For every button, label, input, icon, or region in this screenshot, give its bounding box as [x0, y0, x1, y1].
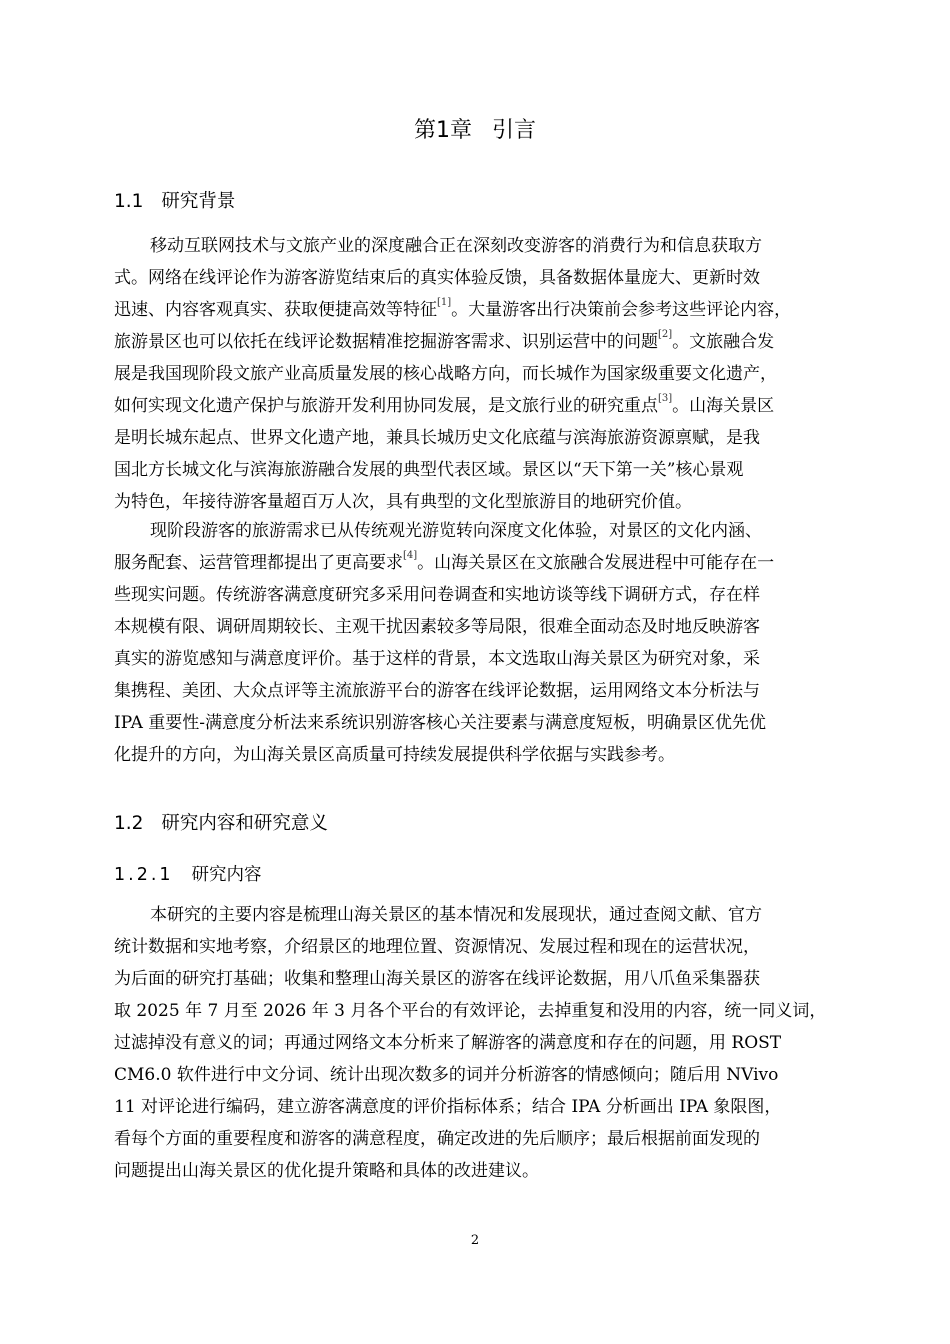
text-line: 化提升的方向，为山海关景区高质量可持续发展提供科学依据与实践参考。: [114, 745, 675, 765]
chapter-number: 第1章: [413, 118, 472, 143]
text-line: 些现实问题。传统游客满意度研究多采用问卷调查和实地访谈等线下调研方式，存在样: [114, 585, 760, 605]
text-line: 为后面的研究打基础；收集和整理山海关景区的游客在线评论数据，用八爪鱼采集器获: [114, 969, 760, 989]
text-line: 问题提出山海关景区的优化提升策略和具体的改进建议。: [114, 1161, 539, 1181]
text-line: 统计数据和实地考察，介绍景区的地理位置、资源情况、发展过程和现在的运营状况，: [114, 937, 760, 957]
subsection-number: 1.2.1: [114, 865, 174, 885]
text-segment: 。山海关景区: [672, 396, 775, 416]
text-line: 移动互联网技术与文旅产业的深度融合正在深刻改变游客的消费行为和信息获取方: [150, 236, 762, 256]
text-line: 过滤掉没有意义的词；再通过网络文本分析来了解游客的满意度和存在的问题，用 ROST: [114, 1033, 782, 1053]
text-line: 为特色，年接待游客量超百万人次，具有典型的文化型旅游目的地研究价值。: [114, 492, 692, 512]
text-segment: 。大量游客出行决策前会参考这些评论内容，: [451, 300, 792, 320]
text-segment: 服务配套、运营管理都提出了更高要求: [114, 553, 403, 573]
text-line: [114, 326, 864, 358]
text-segment: 。文旅融合发: [672, 332, 775, 352]
section-title: 研究内容和研究意义: [161, 813, 328, 834]
subsection-title: 研究内容: [191, 865, 262, 885]
citation-marker: [1]: [437, 297, 452, 308]
section-title: 研究背景: [161, 191, 236, 212]
text-line: 真实的游览感知与满意度评价。基于这样的背景，本文选取山海关景区为研究对象，采: [114, 649, 760, 669]
text-line: 看每个方面的重要程度和游客的满意程度，确定改进的先后顺序；最后根据前面发现的: [114, 1129, 760, 1149]
page-number: 2: [470, 1233, 480, 1248]
paragraph-background-2: [114, 515, 864, 771]
section-heading-1-1: [114, 189, 235, 215]
text-segment: 旅游景区也可以依托在线评论数据精准挖掘游客需求、识别运营中的问题: [114, 332, 658, 352]
paragraph-research-content: [114, 899, 864, 1187]
chapter-title-text: 引言: [491, 118, 536, 143]
text-line: 是明长城东起点、世界文化遗产地，兼具长城历史文化底蕴与滨海旅游资源禀赋，是我: [114, 428, 760, 448]
text-line: 现阶段游客的旅游需求已从传统观光游览转向深度文化体验，对景区的文化内涵、: [150, 521, 762, 541]
text-line: 本规模有限、调研周期较长、主观干扰因素较多等局限，很难全面动态及时地反映游客: [114, 617, 760, 637]
section-number: 1.2: [114, 813, 144, 834]
text-line: [114, 390, 864, 422]
text-line: 11 对评论进行编码，建立游客满意度的评价指标体系；结合 IPA 分析画出 IPA 象限图，: [114, 1097, 782, 1117]
citation-marker: [4]: [403, 550, 418, 561]
text-segment: 迅速、内容客观真实、获取便捷高效等特征: [114, 300, 437, 320]
text-line: 集携程、美团、大众点评等主流旅游平台的游客在线评论数据，运用网络文本分析法与: [114, 681, 760, 701]
text-line: 展是我国现阶段文旅产业高质量发展的核心战略方向，而长城作为国家级重要文化遗产，: [114, 364, 777, 384]
chapter-title: [0, 116, 950, 146]
section-number: 1.1: [114, 191, 144, 212]
text-line: IPA 重要性-满意度分析法来系统识别游客核心关注要素与满意度短板，明确景区优先优: [114, 713, 767, 733]
citation-marker: [2]: [658, 329, 673, 340]
text-line: CM6.0 软件进行中文分词、统计出现次数多的词并分析游客的情感倾向；随后用 NVivo: [114, 1065, 779, 1085]
subsection-heading-1-2-1: [114, 862, 262, 888]
text-segment: 。山海关景区在文旅融合发展进程中可能存在一: [417, 553, 775, 573]
paragraph-background-1: [114, 230, 864, 518]
text-line: [114, 547, 864, 579]
text-line: [114, 294, 864, 326]
text-line: 国北方长城文化与滨海旅游融合发展的典型代表区域。景区以“天下第一关”核心景观: [114, 460, 744, 480]
text-segment: 如何实现文化遗产保护与旅游开发利用协同发展，是文旅行业的研究重点: [114, 396, 658, 416]
text-line: 本研究的主要内容是梳理山海关景区的基本情况和发展现状，通过查阅文献、官方: [150, 905, 762, 925]
text-line: 式。网络在线评论作为游客游览结束后的真实体验反馈，具备数据体量庞大、更新时效: [114, 268, 760, 288]
text-line: 取 2025 年 7 月至 2026 年 3 月各个平台的有效评论，去掉重复和没用的内容，统一同义词，: [114, 1001, 827, 1021]
section-heading-1-2: [114, 811, 328, 837]
citation-marker: [3]: [658, 393, 673, 404]
